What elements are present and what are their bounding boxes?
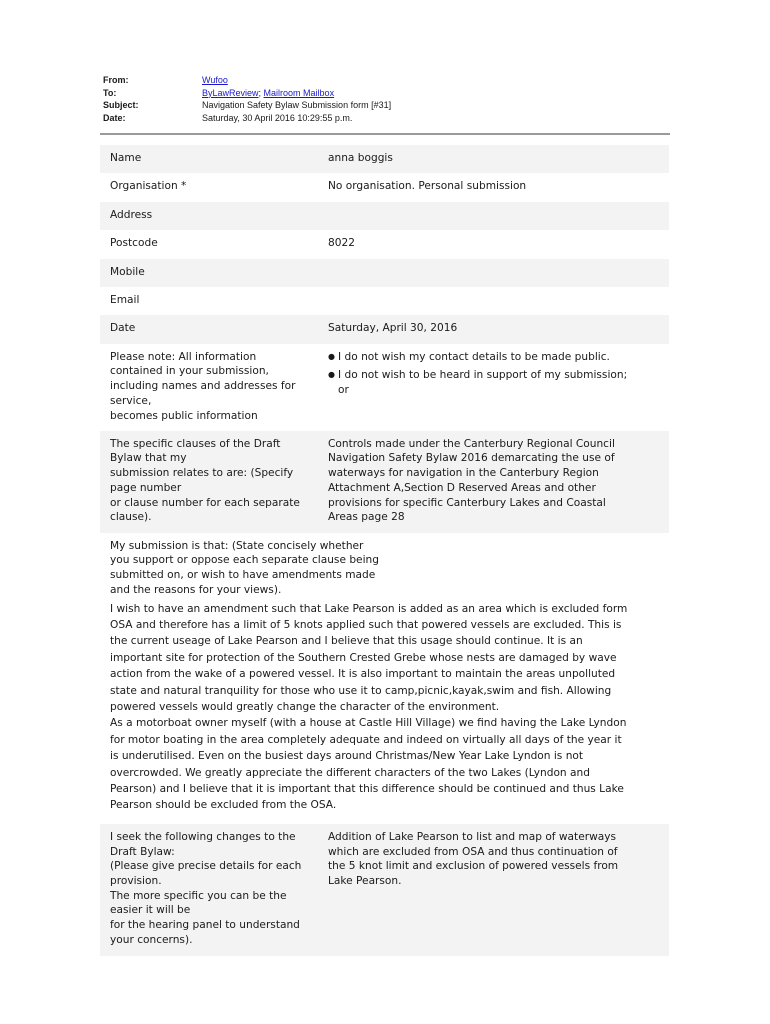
submission-text: I wish to have an amendment such that Lake Pearson is added as an area which is excluded form OSA and therefore has a limit of 5 knots applied such that powered vessels are excluded. This is the current useage of Lake Pearson and I believe that this usage should continue. It is an important site for protection of the Southern Crested Grebe whose nests are damaged by wave action from the wake of a powered vessel. It is also important to maintain the areas unpolluted state and natural tranquility for those who use it to camp,picnic,kayak,swim and fish. Allowing powered vessels would greatly change the character of the environment. As a motorboat owner myself (with a house at Castle Hill Village) we find having the Lake Lyndon for motor boating in the area completely adequate and indeed on virtually all days of the year it is underutilised. Even on the busiest days around Christmas/New Year Lake Lyndon is not overcrowded. We greatly appreciate the different characters of the two Lakes (Lyndon and Pearson) and I believe that it is important that this difference should be continued and thus Lake Pearson should be excluded from the OSA. — [110, 602, 628, 812]
bullet-icon: ● — [328, 351, 335, 361]
from-row — [103, 74, 669, 87]
changes-label: I seek the following changes to the Draft Bylaw: (Please give precise details for each provision. The more specific you can be the easier it will be for the hearing panel to understand your concerns). — [110, 830, 302, 946]
organisation-value: No organisation. Personal submission — [328, 180, 527, 193]
date-field-value: Saturday, April 30, 2016 — [328, 322, 458, 335]
bullet-icon: ● — [328, 370, 335, 380]
row-privacy-note — [100, 344, 669, 431]
to-label: To: — [103, 87, 117, 98]
subject-row — [103, 99, 669, 112]
row-changes — [100, 824, 669, 956]
privacy-note-label: Please note: All information contained in your submission, including names and addresses for service, becomes public information — [110, 350, 296, 422]
privacy-option-2 — [328, 368, 659, 397]
email-value — [328, 293, 659, 308]
row-address — [100, 202, 669, 230]
row-email — [100, 287, 669, 315]
name-label: Name — [110, 152, 142, 164]
submission-form — [100, 145, 669, 956]
privacy-option-1-text: I do not wish my contact details to be made public. — [338, 350, 610, 363]
date-row — [103, 112, 669, 125]
row-mobile — [100, 259, 669, 287]
email-header — [103, 74, 669, 124]
date-value: Saturday, 30 April 2016 10:29:55 p.m. — [202, 112, 353, 123]
submission-label: My submission is that: (State concisely whether you support or oppose each separate clause being submitted on, or wish to have amendments made and the reasons for your views). — [110, 539, 379, 596]
name-value: anna boggis — [328, 152, 393, 164]
privacy-option-2-text: I do not wish to be heard in support of my submission; or — [338, 369, 628, 397]
row-postcode — [100, 230, 669, 258]
subject-value: Navigation Safety Bylaw Submission form [#31] — [202, 100, 392, 111]
to-link-bylawreview[interactable]: ByLawReview — [202, 87, 259, 98]
address-label: Address — [110, 208, 153, 221]
privacy-option-1 — [328, 350, 659, 365]
row-organisation — [100, 173, 669, 201]
clauses-value: Controls made under the Canterbury Regional Council Navigation Safety Bylaw 2016 demarcating the use of waterways for navigation in the Canterbury Region Attachment A,Section D Reserved Areas and other provisions for specific Canterbury Lakes and Coastal Areas page 28 — [328, 437, 615, 524]
from-label: From: — [103, 75, 129, 85]
to-link-mailroom[interactable]: Mailroom Mailbox — [263, 87, 335, 98]
organisation-label: Organisation * — [110, 180, 187, 193]
header-divider — [100, 133, 670, 135]
to-row — [103, 87, 669, 100]
mobile-label: Mobile — [110, 265, 145, 278]
postcode-value: 8022 — [328, 237, 355, 250]
row-name — [100, 145, 669, 173]
clauses-label: The specific clauses of the Draft Bylaw that my submission relates to are: (Specify page number or clause number for each separate clause). — [110, 437, 300, 524]
from-link[interactable]: Wufoo — [202, 75, 228, 85]
row-clauses — [100, 431, 669, 533]
address-value — [328, 208, 659, 223]
to-separator: ; — [258, 87, 264, 98]
date-label: Date: — [103, 112, 126, 123]
date-field-label: Date — [110, 322, 136, 335]
privacy-options — [328, 350, 659, 424]
mobile-value — [328, 265, 659, 280]
email-label: Email — [110, 293, 140, 306]
postcode-label: Postcode — [110, 237, 158, 250]
changes-value: Addition of Lake Pearson to list and map of waterways which are excluded from OSA and thus continuation of the 5 knot limit and exclusion of powered vessels from Lake Pearson. — [328, 830, 619, 887]
subject-label: Subject: — [103, 100, 139, 111]
row-date — [100, 315, 669, 343]
